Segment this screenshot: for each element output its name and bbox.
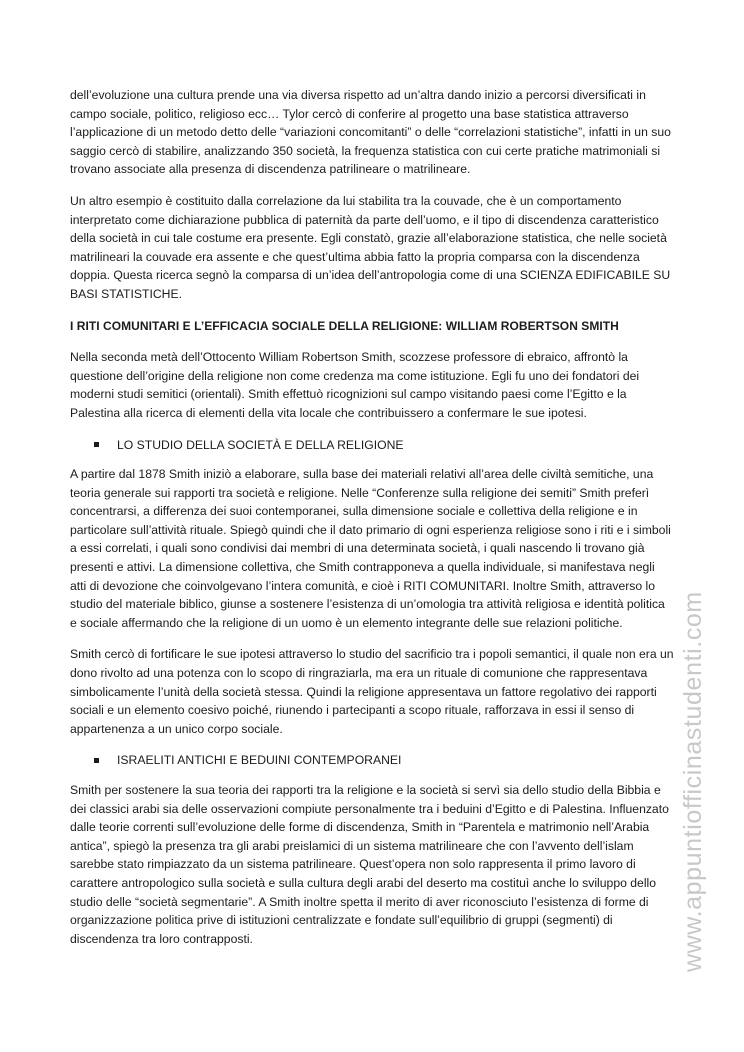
bullet-item-israelites-bedouins	[70, 751, 674, 770]
watermark-url: www.appuntiofficinastudenti.com	[679, 591, 707, 972]
bullet-item-society-religion	[70, 436, 674, 455]
paragraph-sacrifice: Smith cercò di fortificare le sue ipotesi attraverso lo studio del sacrificio tra i popoli semantici, il quale non era un dono rivolto ad una potenza con lo scopo di ringraziarla, ma era un rituale di comunione che rappresentava simbolicamente l’unità della società stessa. Quindi la religione appresentava un fattore regolativo dei rapporti sociali e un elemento coesivo poiché, riunendo i partecipanti a scopo rituale, rafforzava in essi il senso di appartenenza a un unico corpo sociale.	[70, 647, 674, 736]
bullet-label: ISRAELITI ANTICHI E BEDUINI CONTEMPORANEI	[117, 753, 402, 768]
bullet-label: LO STUDIO DELLA SOCIETÀ E DELLA RELIGIONE	[117, 437, 404, 452]
paragraph-collective-rites: A partire dal 1878 Smith iniziò a elaborare, sulla base dei materiali relativi all’area delle civiltà semitiche, una teoria generale sui rapporti tra società e religione. Nelle “Conferenze sulla religione dei semiti” Smith preferì concentrarsi, a differenza dei suoi contemporanei, sulla dimensione sociale e collettiva della religione e in particolare sull’attività rituale. Spiegò quindi che il dato primario di ogni esperienza religiose sono i riti e i simboli a essi correlati, i quali sono condivisi dai membri di una determinata società, i quali nascendo li trovano già presenti e attivi. La dimensione collettiva, che Smith contrapponeva a quella individuale, si manifestava negli atti di devozione che coinvolgevano l’intera comunità, e cioè i RITI COMUNITARI. Inoltre Smith, attraverso lo studio del materiale biblico, giunse a sostenere l’esistenza di un’omologia tra attività religiosa e identità politica e sociale affermando che la religione di un uomo è un elemento integrante delle sue relazioni politiche.	[70, 467, 671, 630]
square-bullet-icon	[94, 442, 99, 447]
square-bullet-icon	[94, 758, 99, 763]
paragraph-bedouins: Smith per sostenere la sua teoria dei rapporti tra la religione e la società si servì sia dello studio della Bibbia e dei classici arabi sia delle osservazioni compiute personalmente tra i beduini d’Egitto e di Palestina. Influenzato dalle teorie correnti sull’evoluzione delle forme di discendenza, Smith in “Parentela e matrimonio nell’Arabia antica”, spiegò la presenza tra gli arabi preislamici di un sistema matrilineare che con l’avvento dell’islam sarebbe stato rimpiazzato da un sistema patrilineare. Quest’opera non solo rappresenta il primo lavoro di carattere antropologico sulla società e sulla cultura degli arabi del deserto ma costituì anche lo sviluppo dello studio delle “società segmentarie”. A Smith inoltre spetta il merito di aver riconosciuto l’esistenza di forme di organizzazione politica prive di istituzioni centralizzate e fondate sull’equilibrio di gruppi (segmenti) di discendenza tra loro contrapposti.	[70, 783, 669, 946]
document-page	[70, 86, 674, 961]
paragraph-tylor-statistics: dell’evoluzione una cultura prende una via diversa rispetto ad un’altra dando inizio a percorsi diversificati in campo sociale, politico, religioso ecc… Tylor cercò di conferire al progetto una base statistica attraverso l’applicazione di un metodo detto delle “variazioni concomitanti” o delle “correlazioni statistiche”, infatti in un suo saggio cercò di stabilire, analizzando 350 società, la frequenza statistica con cui certe pratiche matrimoniali si trovano associate alla presenza di discendenza patrilineare o matrilineare.	[70, 88, 671, 177]
paragraph-smith-intro: Nella seconda metà dell’Ottocento William Robertson Smith, scozzese professore di ebraico, affrontò la questione dell’origine della religione non come credenza ma come istituzione. Egli fu uno dei fondatori dei moderni studi semitici (orientali). Smith effettuò ricognizioni sul campo visitando paesi come l’Egitto e la Palestina alla ricerca di elementi della vita locale che contribuissero a confermare le sue ipotesi.	[70, 350, 640, 420]
paragraph-couvade: Un altro esempio è costituito dalla correlazione da lui stabilita tra la couvade, che è un comportamento interpretato come dichiarazione pubblica di paternità da parte dell’uomo, e il tipo di discendenza caratteristico della società in cui tale costume era presente. Egli constatò, grazie all’elaborazione statistica, che nelle società matrilineari la couvade era assente e che quest’ultima abbia fatto la propria comparsa con la discendenza doppia. Questa ricerca segnò la comparsa di un’idea dell’antropologia come di una SCIENZA EDIFICABILE SU BASI STATISTICHE.	[70, 193, 671, 301]
section-heading: I RITI COMUNITARI E L’EFFICACIA SOCIALE DELLA RELIGIONE: WILLIAM ROBERTSON SMITH	[70, 318, 619, 333]
